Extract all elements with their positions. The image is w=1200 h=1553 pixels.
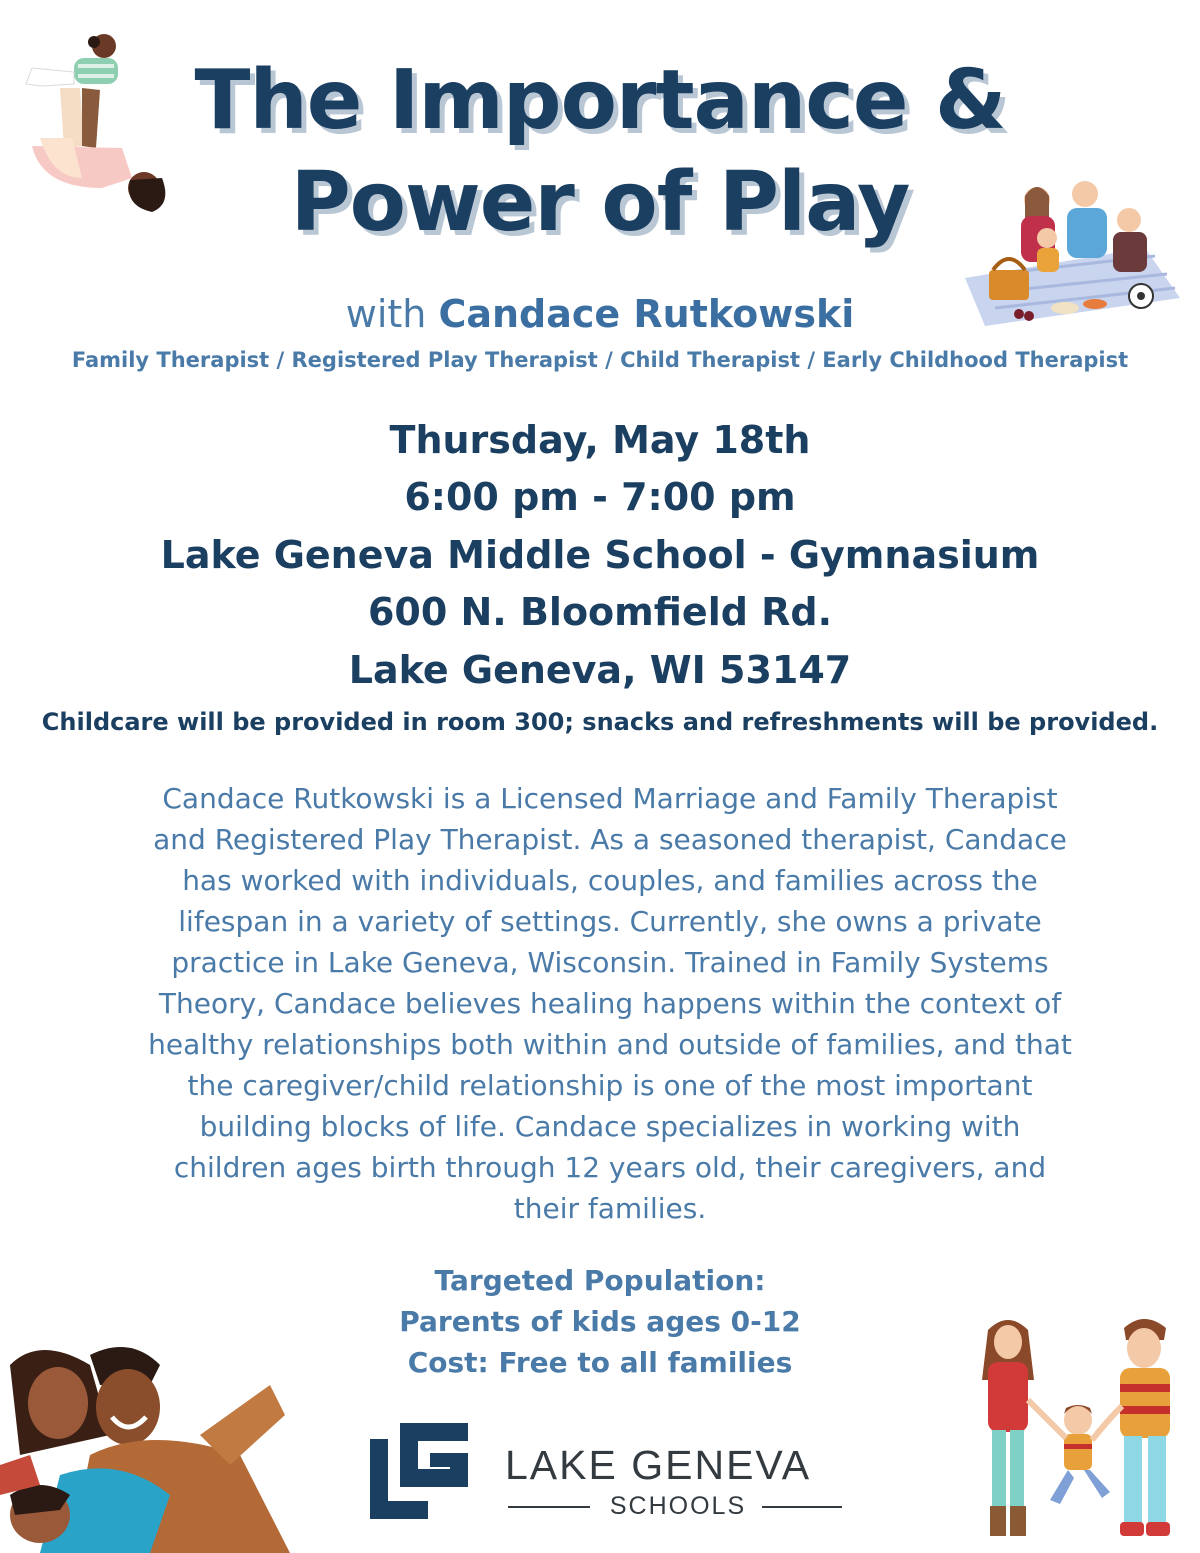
logo-name: LAKE GENEVA: [505, 1442, 812, 1488]
presenter-name: Candace Rutkowski: [438, 292, 855, 336]
family-hug-illustration: [0, 1345, 290, 1553]
title-line-1: The Importance &: [194, 53, 1006, 148]
lake-geneva-schools-logo-icon: [370, 1423, 470, 1519]
family-walking-illustration: [968, 1310, 1198, 1550]
presenter-credentials: Family Therapist / Registered Play Therapist / Child Therapist / Early Childhood Therapist: [71, 348, 1129, 372]
targeted-value: Parents of kids ages 0-12: [399, 1305, 801, 1338]
event-time: 6:00 pm - 7:00 pm: [404, 475, 796, 519]
logo-sub: SCHOOLS: [609, 1492, 747, 1520]
presenter-line: [0, 292, 1200, 336]
event-note: Childcare will be provided in room 300; snacks and refreshments will be provided.: [41, 708, 1159, 736]
cost-line: Cost: Free to all families: [407, 1346, 793, 1379]
event-city: Lake Geneva, WI 53147: [348, 648, 852, 692]
title-line-2: Power of Play: [290, 155, 910, 250]
logo-rule-right: [762, 1506, 842, 1508]
logo-rule-left: [508, 1506, 590, 1508]
event-venue: Lake Geneva Middle School - Gymnasium: [160, 533, 1040, 577]
targeted-label: Targeted Population:: [434, 1264, 766, 1297]
presenter-bio: Candace Rutkowski is a Licensed Marriage and Family Therapist and Registered Play Therapist. As a seasoned therapist, Candace has worked with individuals, couples, and families across the lifespan in a variety of settings. Currently, she owns a private practice in Lake Geneva, Wisconsin. Trained in Family Systems Theory, Candace believes healing happens within the context of healthy relationships both within and outside of families, and that the caregiver/child relationship is one of the most important building blocks of life. Candace specializes in working with children ages birth through 12 years old, their caregivers, and their families.: [148, 782, 1072, 1225]
event-street: 600 N. Bloomfield Rd.: [367, 590, 833, 634]
presenter-prefix: with: [345, 292, 427, 336]
event-date: Thursday, May 18th: [389, 418, 811, 462]
